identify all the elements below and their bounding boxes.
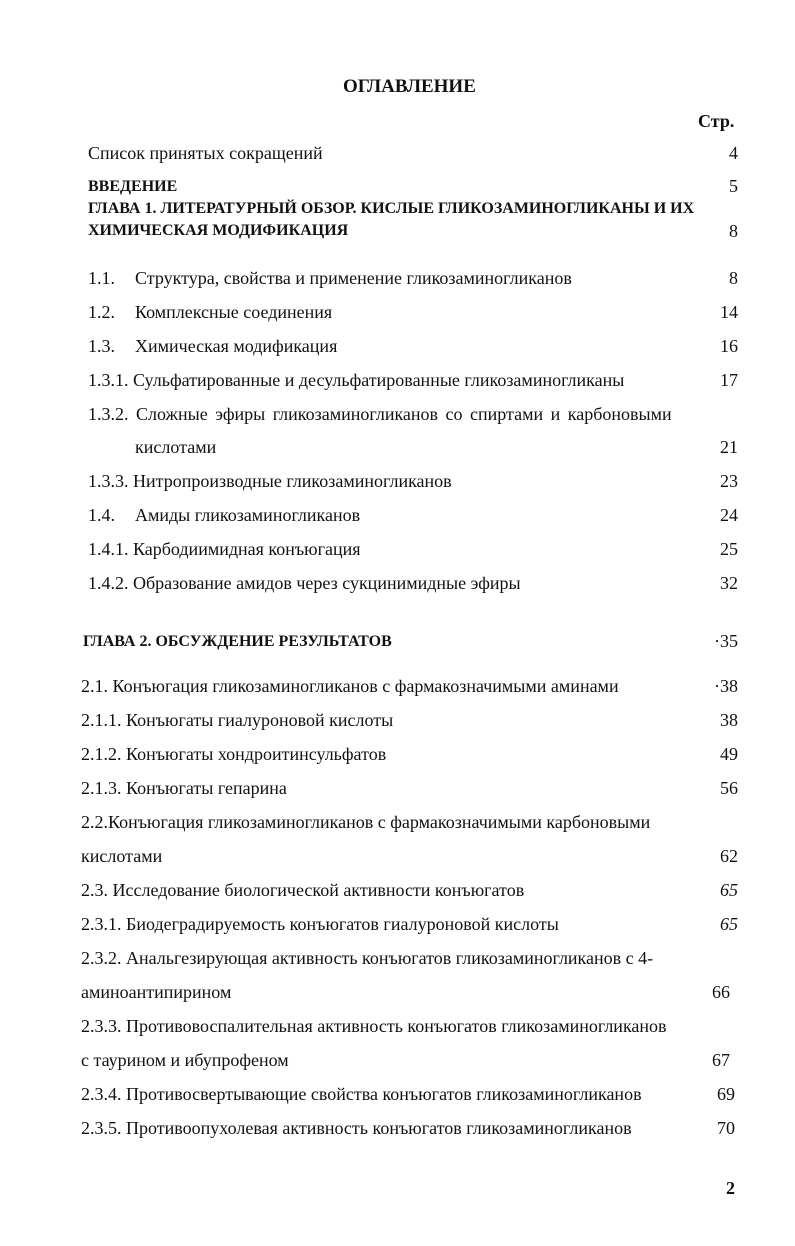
toc-entry-text: аминоантипирином [81, 982, 232, 1002]
toc-entry-page: 66 [712, 982, 730, 1002]
toc-entry-text: кислотами [81, 846, 163, 866]
toc-entry-text: 1.4.2. Образование амидов через сукцинимидные эфиры [88, 573, 521, 593]
toc-entry-text: 1.3.1. Сульфатированные и десульфатированные гликозаминогликаны [88, 370, 625, 390]
toc-entry-page: 25 [720, 539, 738, 559]
toc-entry-text: Список принятых сокращений [88, 143, 323, 163]
toc-entry-page: 67 [712, 1050, 730, 1070]
toc-entry-text: 2.3.3. Противовоспалительная активность конъюгатов гликозаминогликанов [81, 1016, 667, 1036]
toc-entry-text: 2.3.4. Противосвертывающие свойства конъюгатов гликозаминогликанов [81, 1084, 642, 1104]
toc-entry-text: 2.1.3. Конъюгаты гепарина [81, 778, 287, 798]
toc-entry-page: 24 [720, 505, 738, 525]
toc-entry-page: 8 [729, 221, 738, 241]
page-number: 2 [726, 1178, 735, 1198]
toc-entry-page: 21 [720, 437, 738, 457]
toc-entry-page: 14 [720, 302, 738, 322]
toc-entry-page: ·35 [714, 631, 738, 651]
toc-entry-text: 1.4.1. Карбодиимидная конъюгация [88, 539, 361, 559]
toc-entry-page: 17 [720, 370, 738, 390]
toc-entry-text: 2.1. Конъюгация гликозаминогликанов с фармакозначимыми аминами [81, 676, 619, 696]
toc-entry-text: 2.2.Конъюгация гликозаминогликанов с фармакозначимыми карбоновыми [81, 812, 651, 832]
toc-entry-text: 2.3.1. Биодеградируемость конъюгатов гиалуроновой кислоты [81, 914, 559, 934]
toc-entry-page: 16 [720, 336, 738, 356]
toc-entry-text: Структура, свойства и применение гликозаминогликанов [135, 268, 572, 288]
toc-entry-page: 65 [720, 914, 738, 934]
toc-entry-number: 1.4. [88, 505, 115, 525]
toc-entry-number: 1.3. [88, 336, 115, 356]
toc-entry-text: с таурином и ибупрофеном [81, 1050, 289, 1070]
toc-entry-page: 8 [729, 268, 738, 288]
toc-entry-text: кислотами [135, 437, 217, 457]
toc-entry-page: 70 [717, 1118, 735, 1138]
toc-entry-page: 32 [720, 573, 738, 593]
toc-entry-text: 2.3.5. Противоопухолевая активность конъюгатов гликозаминогликанов [81, 1118, 632, 1138]
toc-entry-page: 23 [720, 471, 738, 491]
toc-entry-text: 2.3. Исследование биологической активности конъюгатов [81, 880, 525, 900]
toc-entry-text: ГЛАВА 1. ЛИТЕРАТУРНЫЙ ОБЗОР. КИСЛЫЕ ГЛИКОЗАМИНОГЛИКАНЫ И ИХ [88, 200, 695, 217]
toc-entry-text: Амиды гликозаминогликанов [135, 505, 361, 525]
toc-entry-page: 38 [720, 710, 738, 730]
toc-entry-text: 1.3.2. Сложные эфиры гликозаминогликанов со спиртами и карбоновыми [88, 404, 672, 424]
toc-entry-page: 4 [729, 143, 738, 163]
toc-entry-text: ВВЕДЕНИЕ [88, 178, 178, 195]
toc-entry-page: 65 [720, 880, 738, 900]
toc-entry-text: Комплексные соединения [135, 302, 333, 322]
toc-entry-text: ГЛАВА 2. ОБСУЖДЕНИЕ РЕЗУЛЬТАТОВ [83, 633, 392, 650]
toc-entry-page: 5 [729, 176, 738, 196]
page-title: ОГЛАВЛЕНИЕ [343, 76, 476, 97]
toc-entry-page: 69 [717, 1084, 735, 1104]
page-column-label: Стр. [698, 111, 735, 131]
toc-entry-number: 1.1. [88, 268, 115, 288]
toc-entry-text: 2.1.2. Конъюгаты хондроитинсульфатов [81, 744, 387, 764]
toc-entry-text: ХИМИЧЕСКАЯ МОДИФИКАЦИЯ [88, 222, 349, 239]
toc-entry-page: 49 [720, 744, 738, 764]
toc-entry-number: 1.2. [88, 302, 115, 322]
toc-entry-text: 1.3.3. Нитропроизводные гликозаминогликанов [88, 471, 452, 491]
toc-entry-text: 2.1.1. Конъюгаты гиалуроновой кислоты [81, 710, 394, 730]
toc-entry-page: 56 [720, 778, 738, 798]
toc-entry-page: 62 [720, 846, 738, 866]
toc-entry-text: 2.3.2. Анальгезирующая активность конъюгатов гликозаминогликанов с 4- [81, 948, 654, 968]
toc-entry-page: ·38 [714, 676, 738, 696]
toc-entry-text: Химическая модификация [135, 336, 338, 356]
